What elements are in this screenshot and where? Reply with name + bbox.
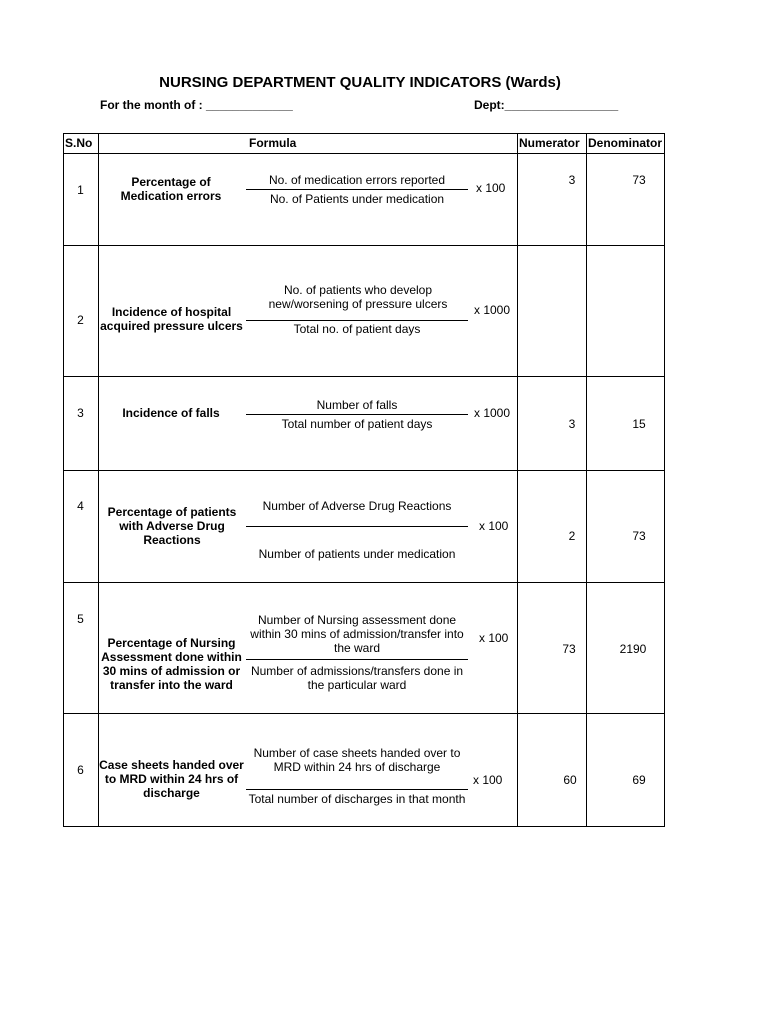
row-divider [63,245,665,246]
column-header-denominator: Denominator [588,136,663,150]
multiplier: x 100 [476,181,506,195]
fraction-line [246,189,468,190]
row-divider [63,376,665,377]
indicators-table [63,133,665,827]
formula-numerator: No. of medication errors reported [268,173,446,187]
numerator-value: 60 [563,773,577,787]
table-row [63,154,64,155]
fraction-line [246,414,468,415]
formula-numerator: Number of Adverse Drug Reactions [262,499,452,513]
numerator-column-divider [586,133,587,827]
numerator-value: 73 [562,642,576,656]
formula-numerator: Number of Nursing assessment done within 30 mins of admission/transfer into the ward [250,613,464,655]
numerator-value: 3 [568,417,576,431]
row-divider [63,470,665,471]
fraction-line [246,526,468,527]
numerator-value: 3 [568,173,576,187]
numerator-value: 2 [568,529,576,543]
multiplier: x 1000 [474,303,511,317]
dept-field-label: Dept:_________________ [474,98,619,112]
multiplier: x 100 [473,773,503,787]
formula-denominator: Number of patients under medication [258,547,456,561]
column-header-formula: Formula [249,136,297,150]
fraction-line [246,320,468,321]
denominator-value: 73 [632,173,646,187]
row-number: 1 [77,183,84,197]
table-border-left [63,133,64,827]
denominator-value: 15 [632,417,646,431]
month-field-label: For the month of : _____________ [100,98,293,112]
row-number: 6 [77,763,84,777]
row-divider [63,713,665,714]
formula-denominator: Number of admissions/transfers done in the particular ward [250,664,464,692]
table-border-bottom [63,826,665,827]
formula-denominator: Total number of patient days [281,417,433,431]
formula-numerator: Number of falls [316,398,398,412]
indicator-name: Case sheets handed over to MRD within 24 hrs of discharge [99,758,244,800]
row-divider [63,582,665,583]
denominator-value: 69 [632,773,646,787]
formula-denominator: Total no. of patient days [293,322,421,336]
indicator-name: Percentage of Medication errors [120,175,222,203]
row-number: 4 [77,499,84,513]
formula-column-divider [517,133,518,827]
multiplier: x 100 [479,519,509,533]
formula-denominator: No. of Patients under medication [269,192,445,206]
multiplier: x 100 [479,631,509,645]
denominator-value: 73 [632,529,646,543]
fraction-line [246,659,468,660]
indicator-name: Incidence of falls [122,406,220,420]
column-header-numerator: Numerator [519,136,580,150]
row-number: 3 [77,406,84,420]
column-header-sno: S.No [65,136,93,150]
formula-numerator: No. of patients who develop new/worsening of pressure ulcers [268,283,448,311]
header-row-divider [63,153,665,154]
row-number: 2 [77,313,84,327]
indicator-name: Incidence of hospital acquired pressure ulcers [100,305,243,333]
indicator-name: Percentage of patients with Adverse Drug Reactions [107,505,237,547]
table-border-top [63,133,665,134]
row-number: 5 [77,612,84,626]
sno-column-divider [98,133,99,827]
formula-numerator: Number of case sheets handed over to MRD within 24 hrs of discharge [253,746,461,774]
page-title: NURSING DEPARTMENT QUALITY INDICATORS (Wards) [159,74,561,91]
table-border-right [664,133,665,827]
indicator-name: Percentage of Nursing Assessment done within 30 mins of admission or transfer into the ward [101,636,242,692]
formula-denominator: Total number of discharges in that month [248,792,466,806]
denominator-value: 2190 [619,642,647,656]
multiplier: x 1000 [474,406,511,420]
fraction-line [246,789,468,790]
